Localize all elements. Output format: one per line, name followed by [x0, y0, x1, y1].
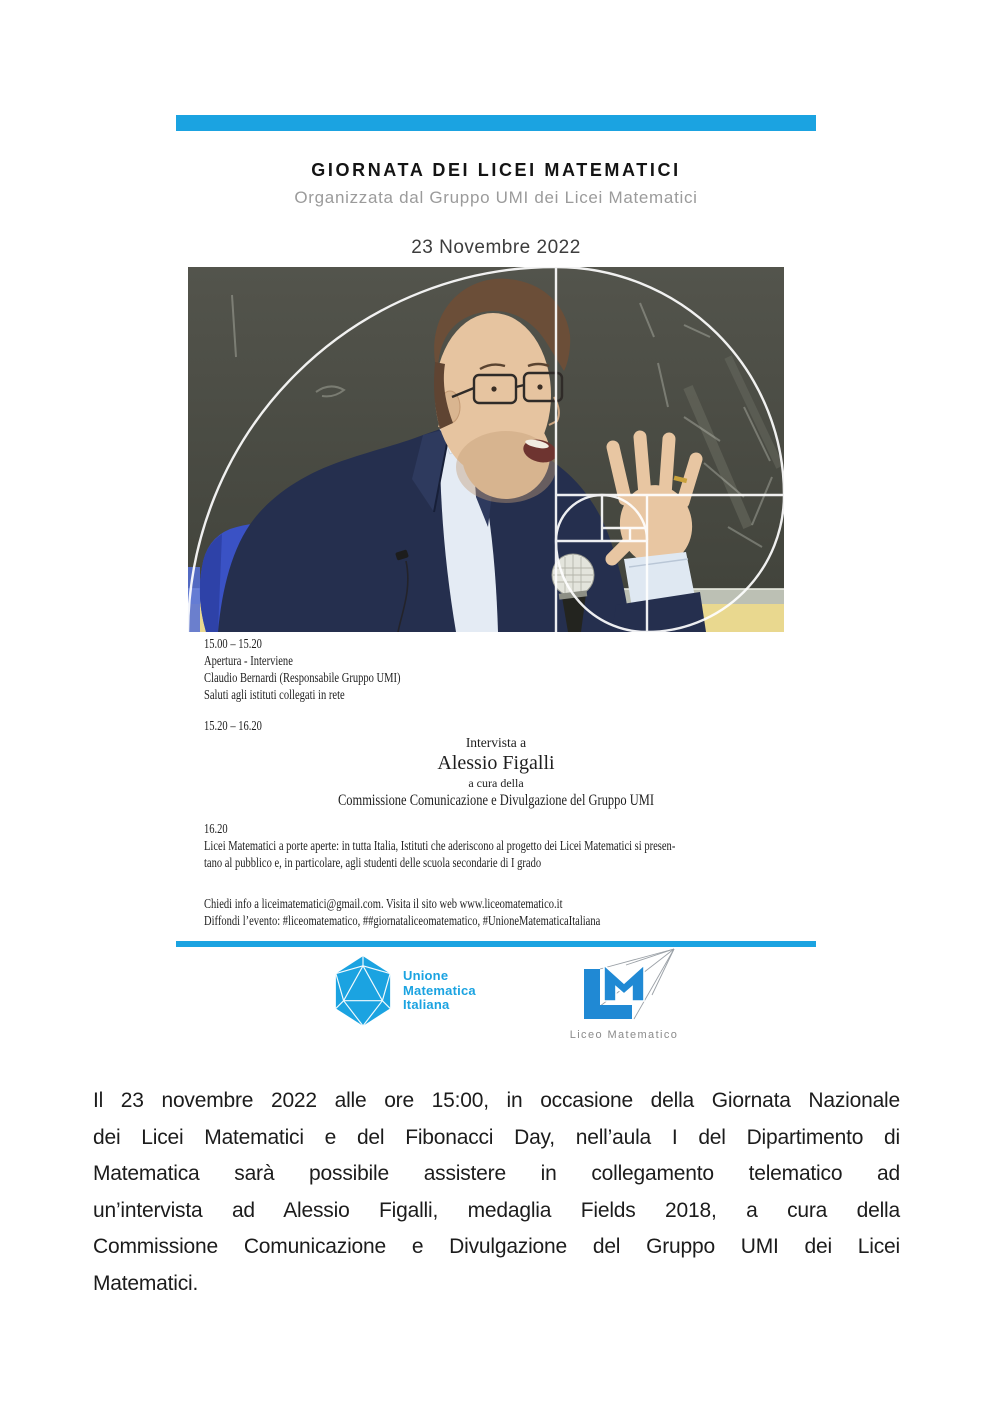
contact-info-line: Chiedi info a liceimatematici@gmail.com. Visita il sito web www.liceomatematico.it — [204, 896, 563, 911]
speaker-photo — [188, 267, 784, 632]
liceo-matematico-logo — [566, 945, 682, 1041]
lm-monogram-icon — [566, 945, 682, 1023]
event-date: 23 Novembre 2022 — [411, 237, 581, 258]
slot3-line: Licei Matematici a porte aperte: in tutta Italia, Istituti che aderiscono al progetto dei Licei Matematici si presen- — [204, 838, 676, 853]
paragraph-line: Commissione Comunicazione e Divulgazione del Gruppo UMI dei Licei — [93, 1235, 900, 1258]
paragraph-line: dei Licei Matematici e del Fibonacci Day, nell’aula I del Dipartimento di — [93, 1125, 900, 1149]
flyer-subtitle: Organizzata dal Gruppo UMI dei Licei Matematici — [294, 188, 698, 207]
contact-hashtags-line: Diffondi l’evento: #liceomatematico, ##giornataliceomatematico, #UnioneMatematicaItaliana — [204, 913, 601, 928]
umi-logo-text: Unione Matematica Italiana — [403, 968, 476, 1013]
announcement-paragraph — [93, 1083, 900, 1302]
flyer-top-bar — [176, 115, 816, 131]
commissione-line: Commissione Comunicazione e Divulgazione del Gruppo UMI — [337, 792, 655, 809]
logos-row — [176, 945, 816, 1040]
speaker-photo-illustration — [188, 267, 784, 632]
slot1-line: Saluti agli istituti collegati in rete — [204, 687, 345, 702]
slot2-intro: Intervista a — [465, 735, 527, 750]
schedule — [204, 635, 788, 929]
umi-logo — [332, 953, 476, 1029]
paragraph-line: Matematica sarà possibile assistere in collegamento telematico ad — [93, 1162, 900, 1185]
paragraph-line: un’intervista ad Alessio Figalli, medaglia Fields 2018, a cura della — [93, 1198, 900, 1222]
event-flyer — [176, 115, 816, 1040]
paragraph-line: Matematici. — [93, 1271, 199, 1295]
slot2-time: 15.20 – 16.20 — [204, 718, 262, 733]
paragraph-line: Il 23 novembre 2022 alle ore 15:00, in occasione della Giornata Nazionale — [93, 1089, 900, 1112]
umi-icosahedron-icon — [332, 953, 394, 1029]
slot1-time: 15.00 – 15.20 — [204, 636, 262, 651]
guest-name: Alessio Figalli — [437, 752, 555, 774]
lm-logo-caption: Liceo Matematico — [569, 1029, 679, 1041]
cura-label: a cura della — [468, 776, 524, 790]
slot3-time: 16.20 — [204, 821, 228, 836]
slot1-line: Claudio Bernardi (Responsabile Gruppo UMI) — [204, 670, 401, 685]
flyer-title: GIORNATA DEI LICEI MATEMATICI — [311, 160, 681, 180]
slot1-line: Apertura - Interviene — [204, 653, 293, 668]
slot3-line: tano al pubblico e, in particolare, agli studenti delle scuola secondarie di I grado — [204, 855, 542, 870]
